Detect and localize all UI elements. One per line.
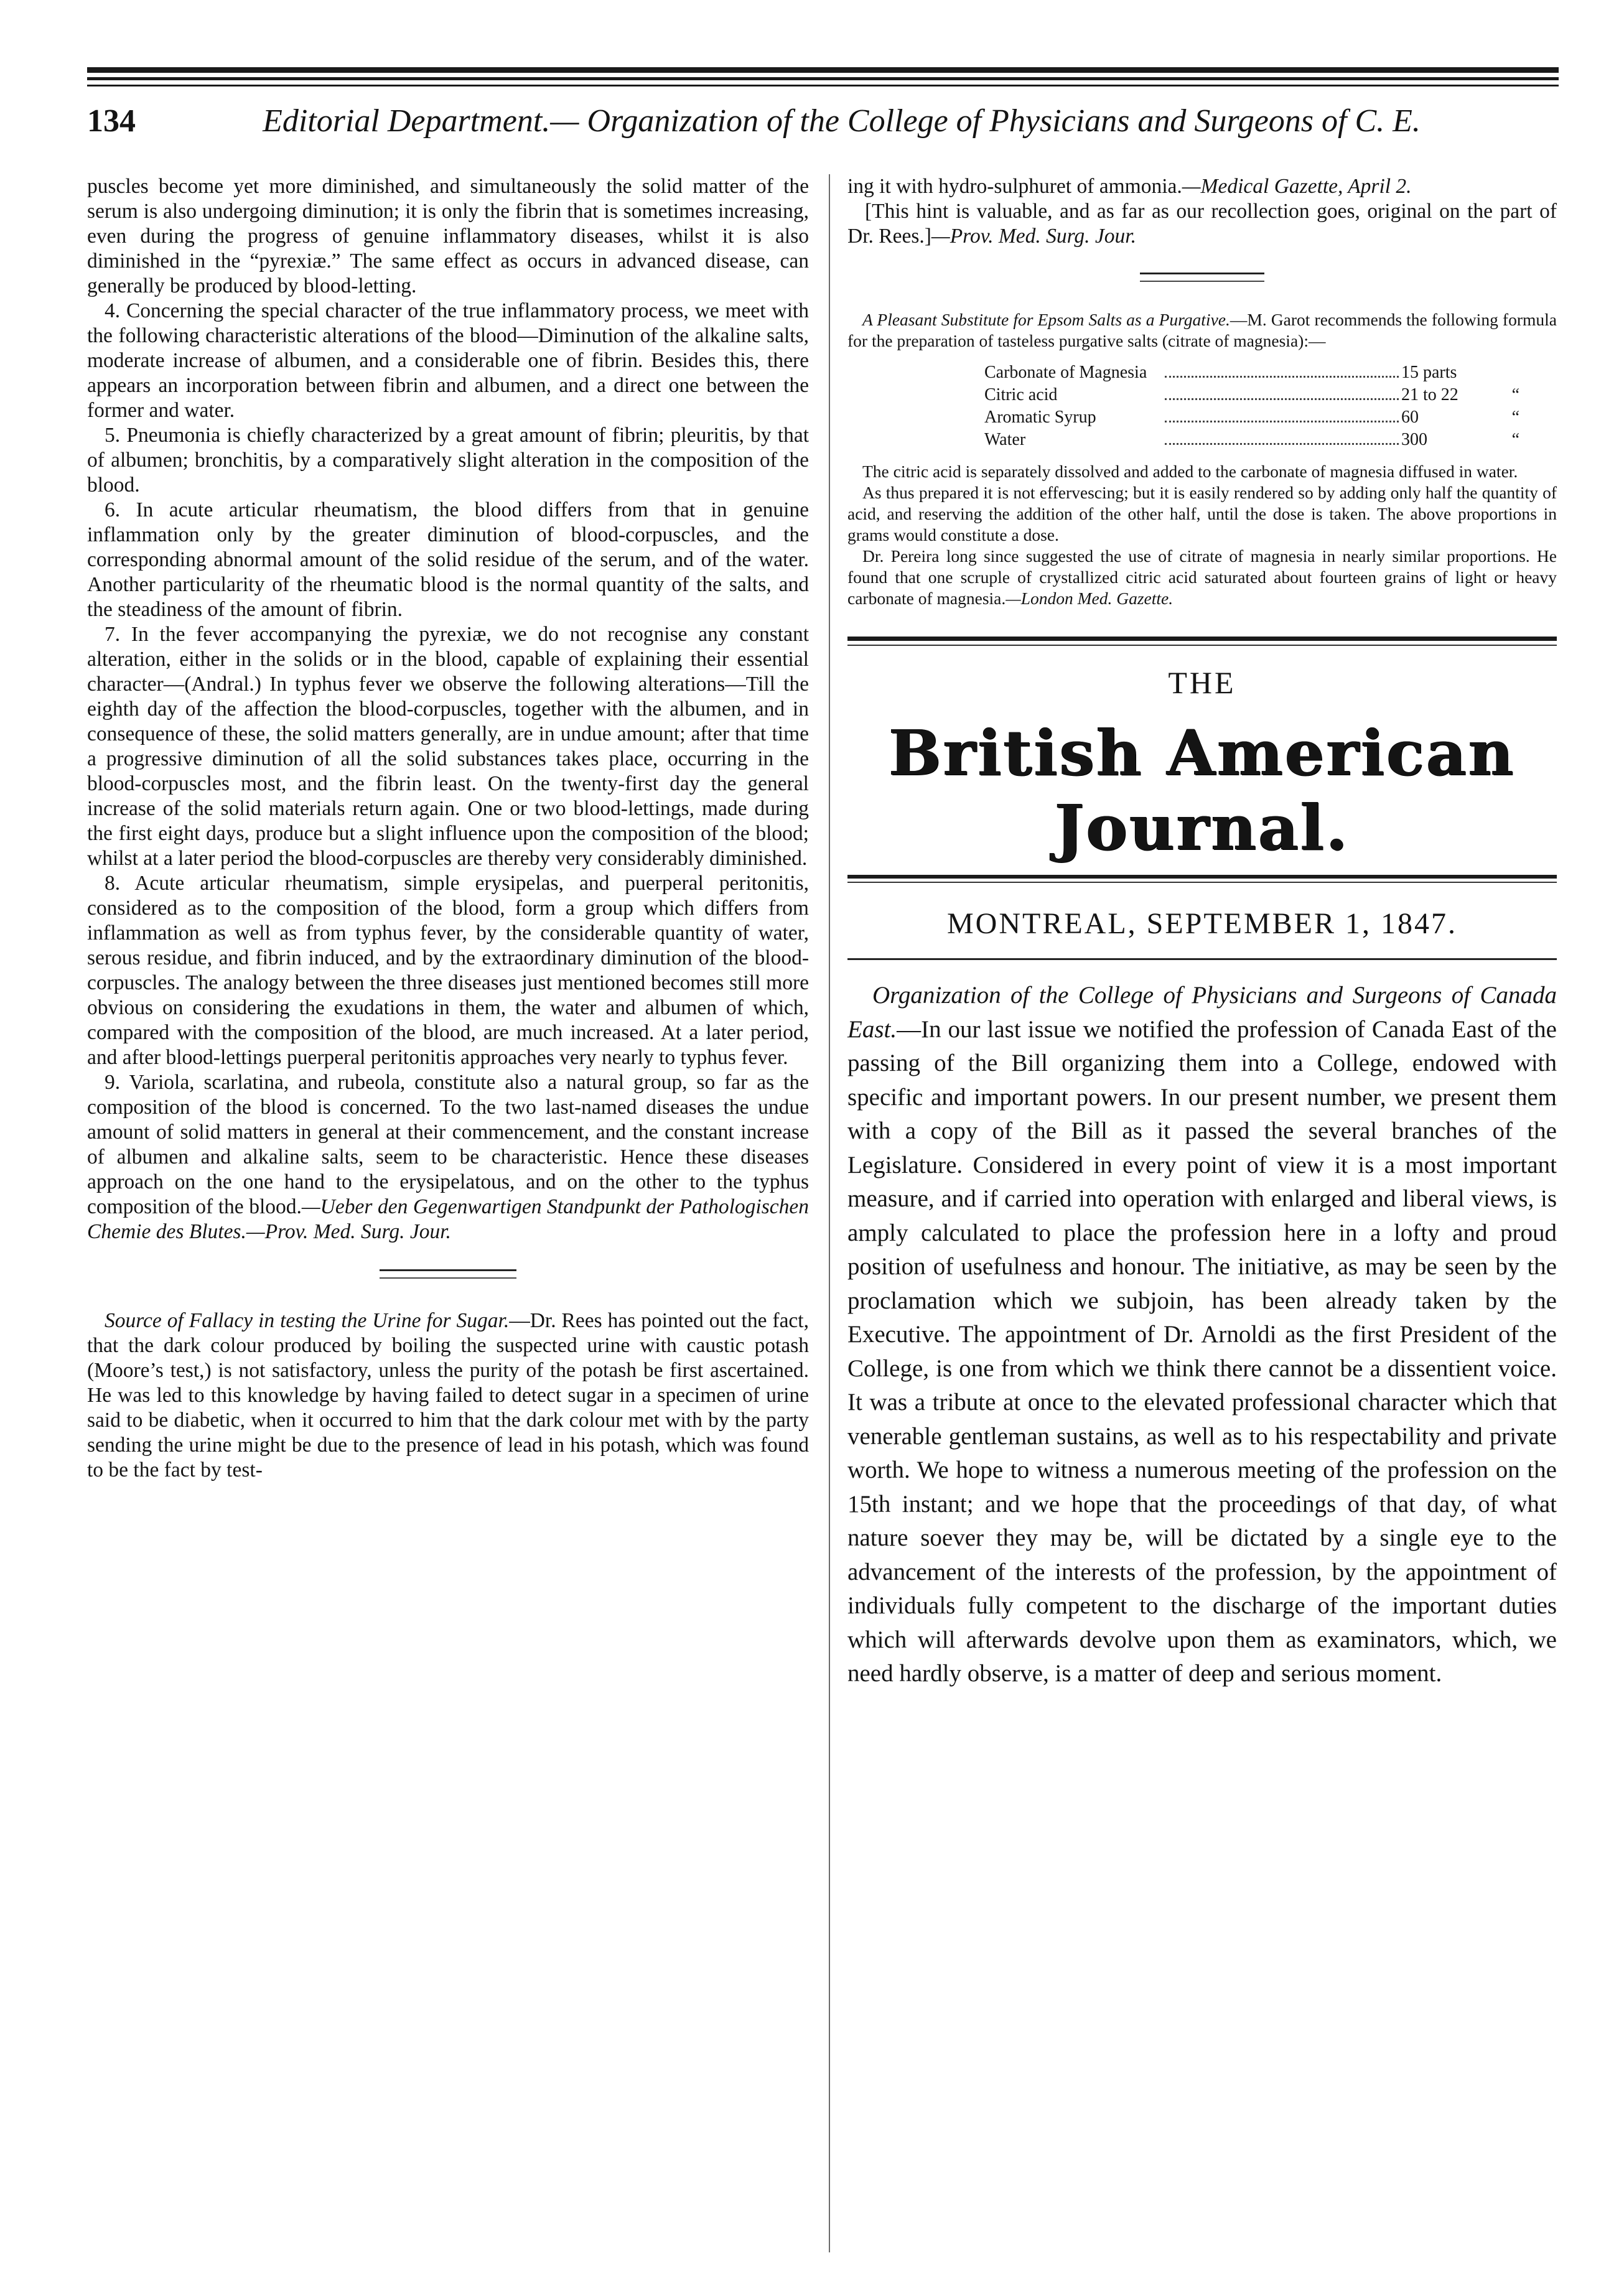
header-rule [87,77,1559,80]
article-text: —Dr. Rees has pointed out the fact, that the dark colour produced by boiling the suspected urine with caustic potash (Moore’s test,) is not satisfactory, unless the purity of the potash be first ascertained. He was led to this knowledge by having failed to detect sugar in a specimen of urine said to be diabetic, when it occurred to him that the dark colour met with by the party sending the urine might be due to the presence of lead in his potash, which was found to be the fact by test- [87,1309,809,1481]
masthead-the: THE [1168,665,1236,700]
source-citation: —London Med. Gazette. [1006,589,1174,608]
article-continuation [847,174,1557,199]
paragraph [87,1070,809,1244]
page-header [87,103,1559,146]
masthead-double-rule [847,875,1557,883]
ditto-mark: “ [1511,430,1519,449]
recipe-row [984,406,1519,429]
page-number: 134 [87,103,136,139]
leader-dots [1165,384,1399,400]
header-rule [87,85,1559,86]
masthead-rule [847,637,1557,641]
source-citation: —Ueber den Gegenwartigen Standpunkt der Pathologischen Chemie des Blutes.—Prov. Med. Surg. Jour. [87,1195,809,1243]
article-paragraph: The citric acid is separately dissolved and added to the carbonate of magnesia diffused in water. [862,462,1518,481]
paragraph: 6. In acute articular rheumatism, the blood differs from that in genuine inflammation only by the greater diminution of blood-corpuscles, and the corresponding abnormal amount of the solid residue of the serum, and of the water. Another particularity of the rheumatic blood is the normal quantity of the salts, and the steadiness of the amount of fibrin. [87,498,809,621]
epsom-article [847,309,1557,609]
recipe-quantity: 60 [1401,408,1419,427]
paragraph: 7. In the fever accompanying the pyrexiæ, we do not recognise any constant alteration, either in the solids or in the blood, capable of explaining their essential character—(Andral.) In typhus fever we observe the following alterations—Till the eighth day of the affection the blood-corpuscles, together with the albumen, and in consequence of these, the solid matters generally, are in undue amount; after that time a progressive diminution of all the solid substances takes place, occurring in the blood-corpuscles most, and the fibrin least. On the twenty-first day the general increase of the solid materials return again. One or two blood-lettings, made during the first eight days, produce but a slight influence upon the composition of the blood; whilst at a later period the blood-corpuscles are thereby very considerably diminished. [87,623,809,870]
article-title: A Pleasant Substitute for Epsom Salts as a Purgative. [862,310,1230,329]
dateline: MONTREAL, SEPTEMBER 1, 1847. [946,907,1458,940]
running-title: Editorial Department.— Organization of the College of Physicians and Surgeons of C. E. [263,103,1421,139]
rule-line [847,875,1557,879]
left-column [87,174,809,1483]
article-text: Dr. Pereira long since suggested the use of citrate of magnesia in nearly similar proportions. He found that one scruple of crystallized citric acid saturated about fourteen grains of light or heavy carbonate of magnesia. [847,546,1557,608]
recipe-ingredient: Water [984,430,1026,449]
recipe-quantity: 15 parts [1401,363,1457,382]
article-paragraph [87,1308,809,1483]
leader-dots [1165,362,1399,378]
recipe-quantity: 300 [1401,430,1427,449]
editorial-title: Organization of the College of Physicians and Surgeons of Canada East. [847,982,1557,1043]
article-title: Source of Fallacy in testing the Urine for Sugar. [105,1309,510,1332]
ditto-mark: “ [1511,385,1519,404]
editorial-text: —In our last issue we notified the profession of Canada East of the passing of the Bill organizing them into a College, endowed with specific and important powers. In our present number, we present them with a copy of the Bill as it passed the several branches of the Legislature. Considered in every point of view it is a most important measure, and if carried into operation with enlarged and liberal views, is amply calculated to place the profession here in a lofty and proud position of usefulness and honour. The initiative, as may be seen by the proclamation which we subjoin, has been already taken by the Executive. The appointment of Dr. Arnoldi as the first President of the College, is one from which we think there cannot be a dissentient voice. It was a tribute at once to the elevated professional character which that venerable gentleman sustains, as well as to his respectability and private worth. We hope to witness a numerous meeting of the profession on the 15th instant; and we hope that the proceedings of that day, of what nature soever they may be, will be dictated by a single eye to the advancement of the interests of the profession, by the appointment of individuals fully competent to the discharge of the important duties which will afterwards devolve upon them as examinators, which, we need hardly observe, is a matter of deep and serious moment. [847,1015,1557,1687]
paragraph: 5. Pneumonia is chiefly characterized by a great amount of fibrin; pleuritis, by that of albumen; bronchitis, by a comparatively slight alteration in the composition of the blood. [87,424,809,497]
masthead-title: British American Journal. [889,716,1516,864]
leader-dots [1165,406,1399,422]
dateline-rule [847,958,1557,960]
note-text: [This hint is valuable, and as far as our recollection goes, original on the part of Dr. Rees.] [847,200,1557,248]
editorial-article [847,979,1557,1691]
recipe-quantity: 21 to 22 [1401,385,1458,404]
header-rule [87,67,1559,73]
source-citation: —Prov. Med. Surg. Jour. [931,225,1136,248]
article-paragraph [847,309,1557,352]
column-divider [829,174,830,2252]
right-column-body [847,174,1557,249]
recipe-row [984,362,1519,384]
article-text: —M. Garot recommends the following formula for the preparation of tasteless purgative salts (citrate of magnesia):— [847,310,1557,350]
recipe-table [984,362,1519,451]
recipe-ingredient: Citric acid [984,385,1058,404]
recipe-row [984,384,1519,406]
editorial-paragraph [847,979,1557,1691]
article-paragraph [847,546,1557,609]
rule-line [847,882,1557,883]
ditto-mark: “ [1511,408,1519,427]
recipe-ingredient: Carbonate of Magnesia [984,363,1147,382]
paragraph: puscles become yet more diminished, and simultaneously the solid matter of the serum is also undergoing diminution; it is only the fibrin that is sometimes increasing, even during the progress of genuine inflammatory diseases, whilst it is also diminished in the “pyrexiæ.” The same effect as occurs in advanced disease, can generally be produced by blood-letting. [87,175,809,297]
masthead-rule [847,645,1557,646]
editor-note [847,199,1557,249]
source-citation: —Medical Gazette, April 2. [1182,175,1412,198]
recipe-row [984,429,1519,451]
recipe-ingredient: Aromatic Syrup [984,408,1096,427]
right-column [847,174,1557,1691]
paragraph: 8. Acute articular rheumatism, simple erysipelas, and puerperal peritonitis, considered as to the composition of the blood, form a group which differs from inflammation as well as from typhus fever, by the considerable quantity of water, serous residue, and fibrin induced, and by the extraordinary diminution of the blood-corpuscles. The analogy between the three diseases just mentioned becomes still more obvious on considering the exudations in them, the water and albumen of which, compared with the composition of the blood, are much increased. At a later period, and after blood-lettings puerperal peritonitis approaches very nearly to typhus fever. [87,872,809,1069]
leader-dots [1165,429,1399,445]
section-divider [380,1269,516,1279]
paragraph: 4. Concerning the special character of the true inflammatory process, we meet with the following characteristic alterations of the blood—Diminution of the alkaline salts, moderate increase of albumen, and a considerable one of fibrin. Besides this, there appears an incorporation between fibrin and albumen, and a direct one between the former and water. [87,299,809,422]
paragraph-text: 9. Variola, scarlatina, and rubeola, constitute also a natural group, so far as the composition of the blood is concerned. To the two last-named diseases the undue amount of solid matters in general at their commencement, and the constant increase of albumen and alkaline salts, seem to be characteristic. Hence these diseases approach on the one hand to the erysipelatous, and on the other to the typhus composition of the blood. [87,1071,809,1218]
article-text: ing it with hydro-sulphuret of ammonia. [847,175,1182,198]
ditto-mark [1495,362,1519,384]
article-paragraph: As thus prepared it is not effervescing; but it is easily rendered so by adding only half the quantity of acid, and reserving the addition of the other half, until the dose is taken. The above proportions in grams would constitute a dose. [847,483,1557,544]
section-divider [1140,273,1264,282]
